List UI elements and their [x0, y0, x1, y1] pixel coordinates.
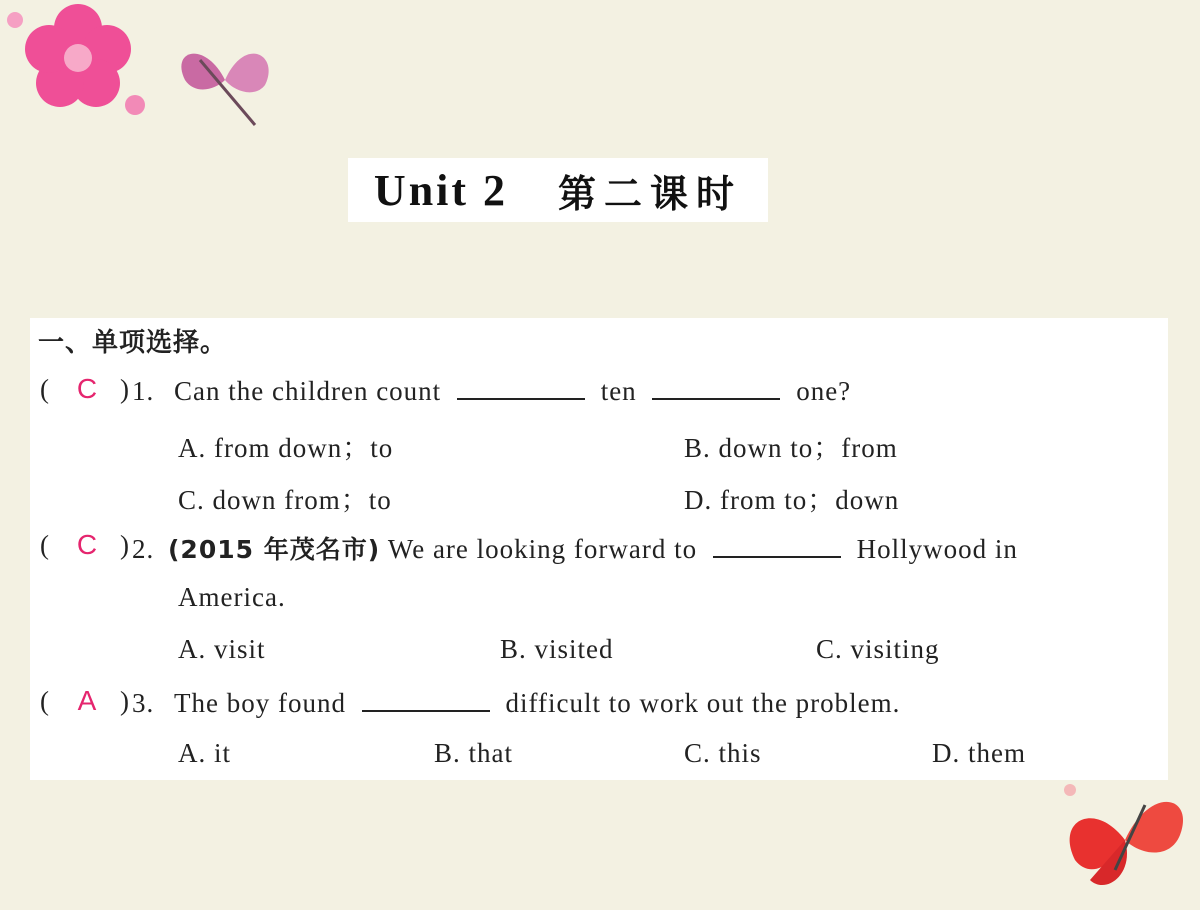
stem-part: We are looking forward to [387, 534, 698, 564]
option-d: D. them [932, 738, 1026, 768]
stem-part: difficult to work out the problem. [505, 688, 901, 718]
stem-part: The boy found [174, 688, 346, 718]
exercise-panel [30, 318, 1168, 780]
question-number: 3. [132, 688, 155, 718]
question-2-stem [132, 530, 1018, 566]
question-number: 2. [132, 534, 155, 564]
option-c: C. visiting [816, 634, 940, 664]
question-1-stem [132, 374, 851, 407]
stem-part: Can the children count [174, 376, 442, 406]
option-a: A. it [178, 738, 232, 768]
unit-title: Unit 2 [373, 165, 509, 215]
option-a: A. visit [178, 634, 266, 664]
answer-blank [457, 374, 585, 400]
paren-open: ( [40, 530, 49, 560]
question-2-stem-continued: America. [178, 582, 286, 612]
option-b: B. visited [500, 634, 614, 664]
answer-3: A [77, 685, 97, 716]
answer-blank [652, 374, 780, 400]
option-c: C. down from；to [178, 485, 392, 515]
question-source: (2015 年茂名市) [168, 535, 381, 564]
butterfly-decoration-bottom-right [1030, 770, 1200, 910]
paren-open: ( [40, 374, 49, 404]
option-b: B. down to；from [684, 433, 898, 463]
stem-part: ten [600, 376, 637, 406]
section-heading: 一、单项选择。 [38, 328, 228, 358]
option-d: D. from to；down [684, 485, 900, 515]
paren-close: ) [120, 686, 129, 716]
stem-part: one? [796, 376, 852, 406]
answer-blank [713, 532, 841, 558]
butterfly-icon [1070, 802, 1183, 885]
paren-close: ) [120, 530, 129, 560]
title-banner [348, 158, 768, 222]
question-3-stem [132, 686, 900, 719]
option-a: A. from down；to [178, 433, 394, 463]
paren-open: ( [40, 686, 49, 716]
answer-1: C [76, 373, 98, 404]
pink-flower-icon [25, 4, 131, 107]
butterfly-icon [181, 54, 268, 125]
stem-part: Hollywood in [856, 534, 1018, 564]
paren-close: ) [120, 374, 129, 404]
answer-2: C [76, 529, 98, 560]
flower-decoration-top-left [0, 0, 300, 160]
lesson-title: 第二课时 [558, 170, 743, 216]
question-number: 1. [132, 376, 155, 406]
answer-blank [362, 686, 490, 712]
option-b: B. that [434, 738, 513, 768]
option-c: C. this [684, 738, 762, 768]
